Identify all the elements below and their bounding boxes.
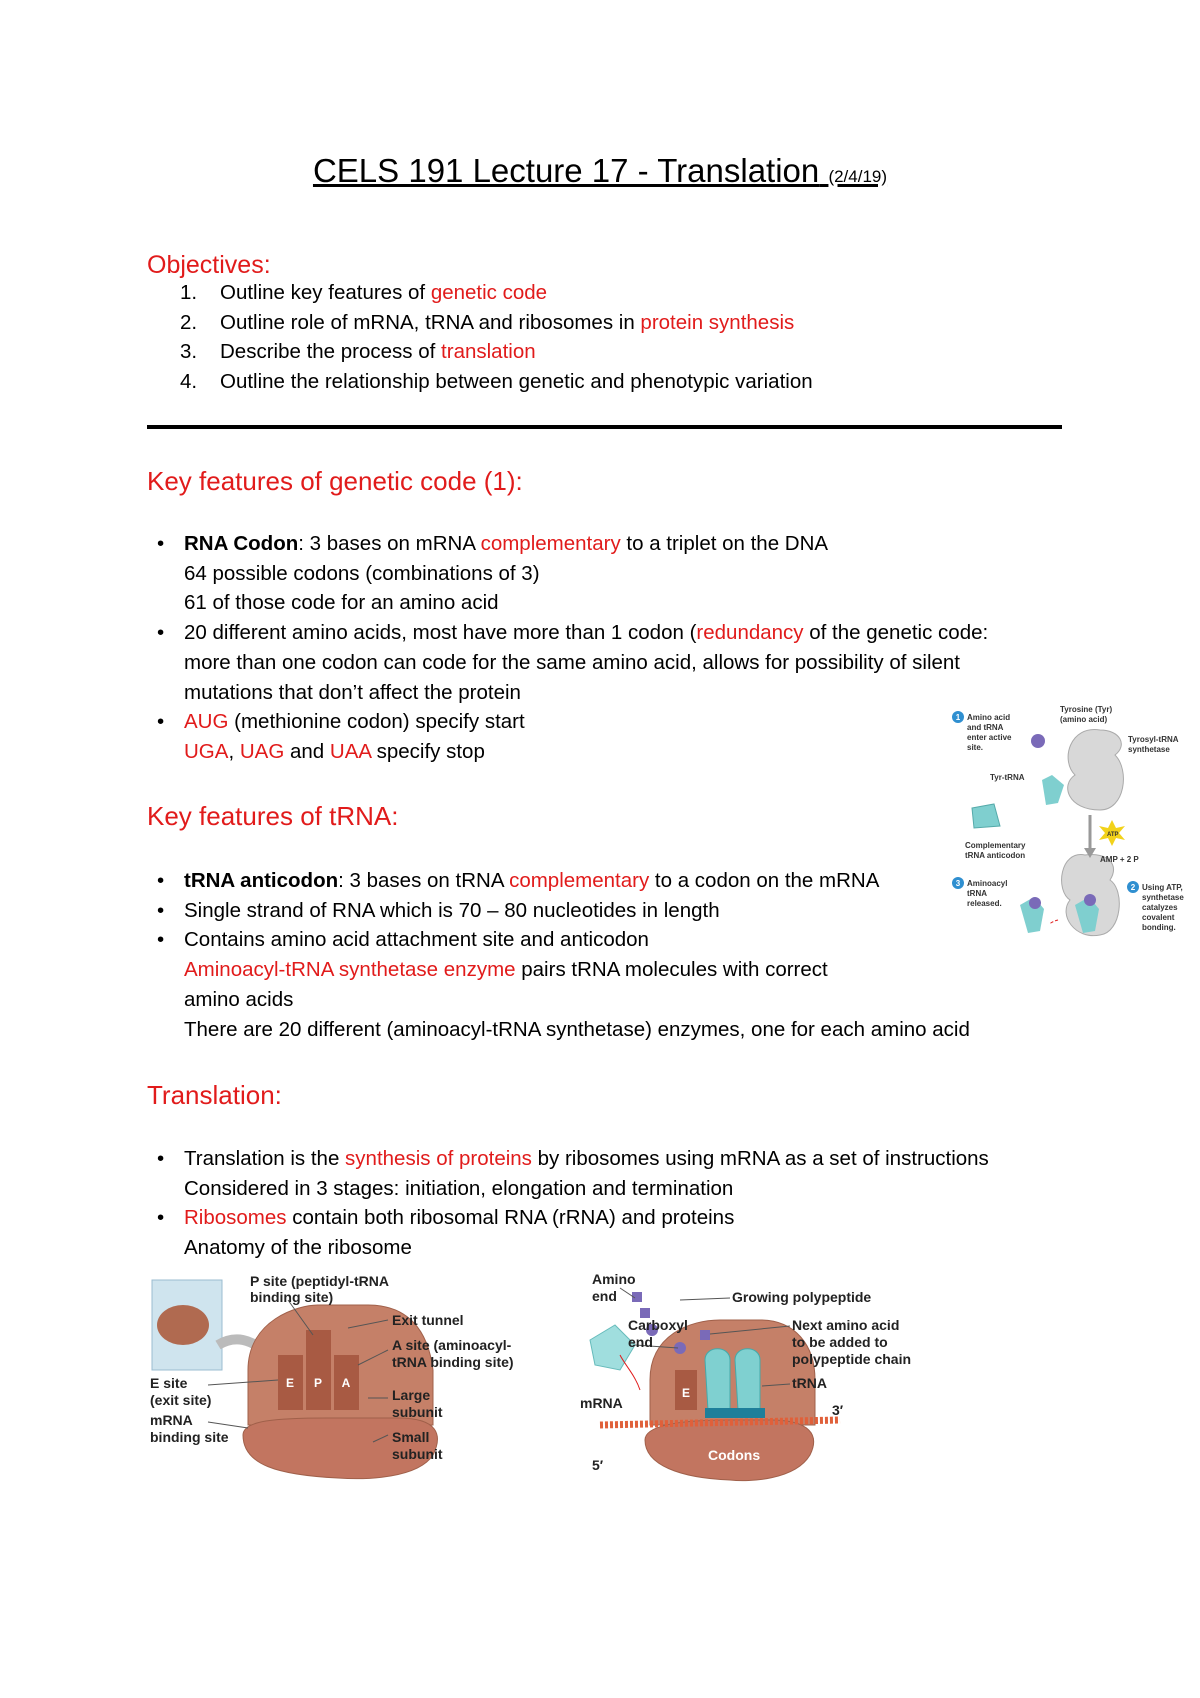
large-subunit-label: subunit [392,1404,443,1420]
list-item: • 20 different amino acids, most have more than 1 codon (redundancy of the genetic code: more than one codon can code for the same amino acid, allows for possibility of silent mutations that don’t affect the protein [157,621,989,704]
small-subunit-label: Small [392,1429,430,1445]
step3-label: Aminoacyl [967,879,1008,888]
five-prime-label: 5′ [592,1457,604,1473]
amp-label: AMP + 2 P [1100,855,1139,864]
small-subunit-label: subunit [392,1446,443,1462]
genetic-code-heading: Key features of genetic code (1): [147,466,523,496]
large-subunit-label: Large [392,1387,431,1403]
trna-heading: Key features of tRNA: [147,801,399,831]
ribosome-thumbnail [157,1305,209,1345]
list-item: • Translation is the synthesis of proteins by ribosomes using mRNA as a set of instructions Considered in 3 stages: initiation, elongation and termination [157,1147,989,1200]
growing-polypeptide-label: Growing polypeptide [732,1289,872,1305]
genetic-code-list [147,529,988,767]
carboxyl-end-label: end [628,1334,653,1350]
e-site-label: (exit site) [150,1392,212,1408]
codon-block [705,1408,765,1418]
objective-item: 3. Describe the process of translation [180,340,536,363]
exit-tunnel-label: Exit tunnel [392,1312,464,1328]
amino-acid-dot [1031,734,1045,748]
step2-label: covalent [1142,913,1175,922]
step-2-number: 2 [1130,883,1136,892]
objectives-heading: Objectives: [147,251,271,279]
a-site-label: tRNA binding site) [392,1354,514,1370]
step1-label: site. [967,743,984,752]
anticodon-label: Complementary [965,841,1026,850]
leader-line [208,1422,248,1428]
synthetase-label: synthetase [1128,745,1170,754]
amino-end-label: Amino [592,1271,636,1287]
step-3-number: 3 [955,879,961,888]
mrna-site-label: mRNA [150,1412,193,1428]
release-arrow [620,1355,640,1390]
step2-label: bonding. [1142,923,1176,932]
tyrosine-label: Tyrosine (Tyr) [1060,705,1113,714]
section-divider [147,425,1062,429]
amino-acid-dot [1084,894,1096,906]
mrna-site-label: binding site [150,1429,229,1445]
amino-acid-square [700,1330,710,1340]
step-1-number: 1 [955,713,961,722]
step2-label: Using ATP, [1142,883,1183,892]
next-amino-acid-label: to be added to [792,1334,888,1350]
objectives-list [180,278,813,396]
trna-anticodon-shape [972,804,1000,828]
title-date: (2/4/19) [828,167,888,186]
e-slot-label: E [285,1376,295,1390]
trna-a-shape [735,1349,760,1410]
objective-item: 1. Outline key features of genetic code [180,281,548,304]
next-amino-acid-label: polypeptide chain [792,1351,912,1367]
step1-label: Amino acid [967,713,1011,722]
p-site-label: binding site) [250,1289,334,1305]
step1-label: and tRNA [967,723,1004,732]
translation-list [147,1144,989,1263]
step2-label: synthetase [1142,893,1184,902]
e-slot-label: E [681,1386,691,1400]
step1-label: enter active [967,733,1012,742]
ribosome-anatomy-figure [148,1270,558,1495]
list-item: • Contains amino acid attachment site and anticodon Aminoacyl-tRNA synthetase enzyme pairs tRNA molecules with correct amino acids There are 20 different (aminoacyl-tRNA synthetase) enzymes, one for each amino acid [157,928,970,1041]
objective-item: 4. Outline the relationship between genetic and phenotypic variation [180,369,813,393]
three-prime-label: 3′ [832,1402,844,1418]
ribosome-translation-figure [580,1270,940,1495]
p-slot-label: P [313,1376,323,1390]
list-item: • Single strand of RNA which is 70 – 80 nucleotides in length [157,898,720,922]
step2-label: catalyzes [1142,903,1178,912]
trna-synthetase-figure [950,700,1184,945]
title-main: CELS 191 Lecture 17 - Translation [312,152,820,189]
list-item: • RNA Codon: 3 bases on mRNA complementary to a triplet on the DNA 64 possible codons (combinations of 3) 61 of those code for an amino acid [157,532,829,615]
amino-end-label: end [592,1288,617,1304]
list-item: • tRNA anticodon: 3 bases on tRNA complementary to a codon on the mRNA [157,869,880,892]
p-site-label: P site (peptidyl-tRNA [250,1273,389,1289]
a-site-label: A site (aminoacyl- [392,1337,512,1353]
trna-shape [1042,775,1064,805]
trna-list [147,866,970,1044]
trna-label: tRNA [792,1375,827,1391]
tyr-trna-label: Tyr-tRNA [990,773,1025,782]
p-site-slot [306,1330,331,1410]
mrna-label: mRNA [580,1395,623,1411]
step3-label: released. [967,899,1002,908]
carboxyl-end-label: Carboxyl [628,1317,688,1333]
step3-label: tRNA [967,889,987,898]
list-item: • Ribosomes contain both ribosomal RNA (rRNA) and proteins Anatomy of the ribosome [157,1206,735,1260]
release-arrow [1050,920,1058,923]
e-site-label: E site [150,1375,188,1391]
synthetase-enzyme-shape [1068,730,1124,810]
trna-p-shape [705,1349,730,1410]
anticodon-label: tRNA anticodon [965,851,1026,860]
translation-heading: Translation: [147,1080,282,1110]
next-amino-acid-label: Next amino acid [792,1317,900,1333]
synthetase-label: Tyrosyl-tRNA [1128,735,1179,744]
tyrosine-label: (amino acid) [1060,715,1108,724]
page-title [0,152,1200,190]
amino-acid-dot [1029,897,1041,909]
codons-label: Codons [708,1447,761,1463]
atp-label: ATP [1107,832,1119,838]
list-item: • AUG (methionine codon) specify start UGA, UAG and UAA specify stop [157,710,525,763]
objective-item: 2. Outline role of mRNA, tRNA and ribosomes in protein synthesis [180,310,795,334]
a-slot-label: A [341,1376,351,1390]
leader-line [680,1298,730,1300]
